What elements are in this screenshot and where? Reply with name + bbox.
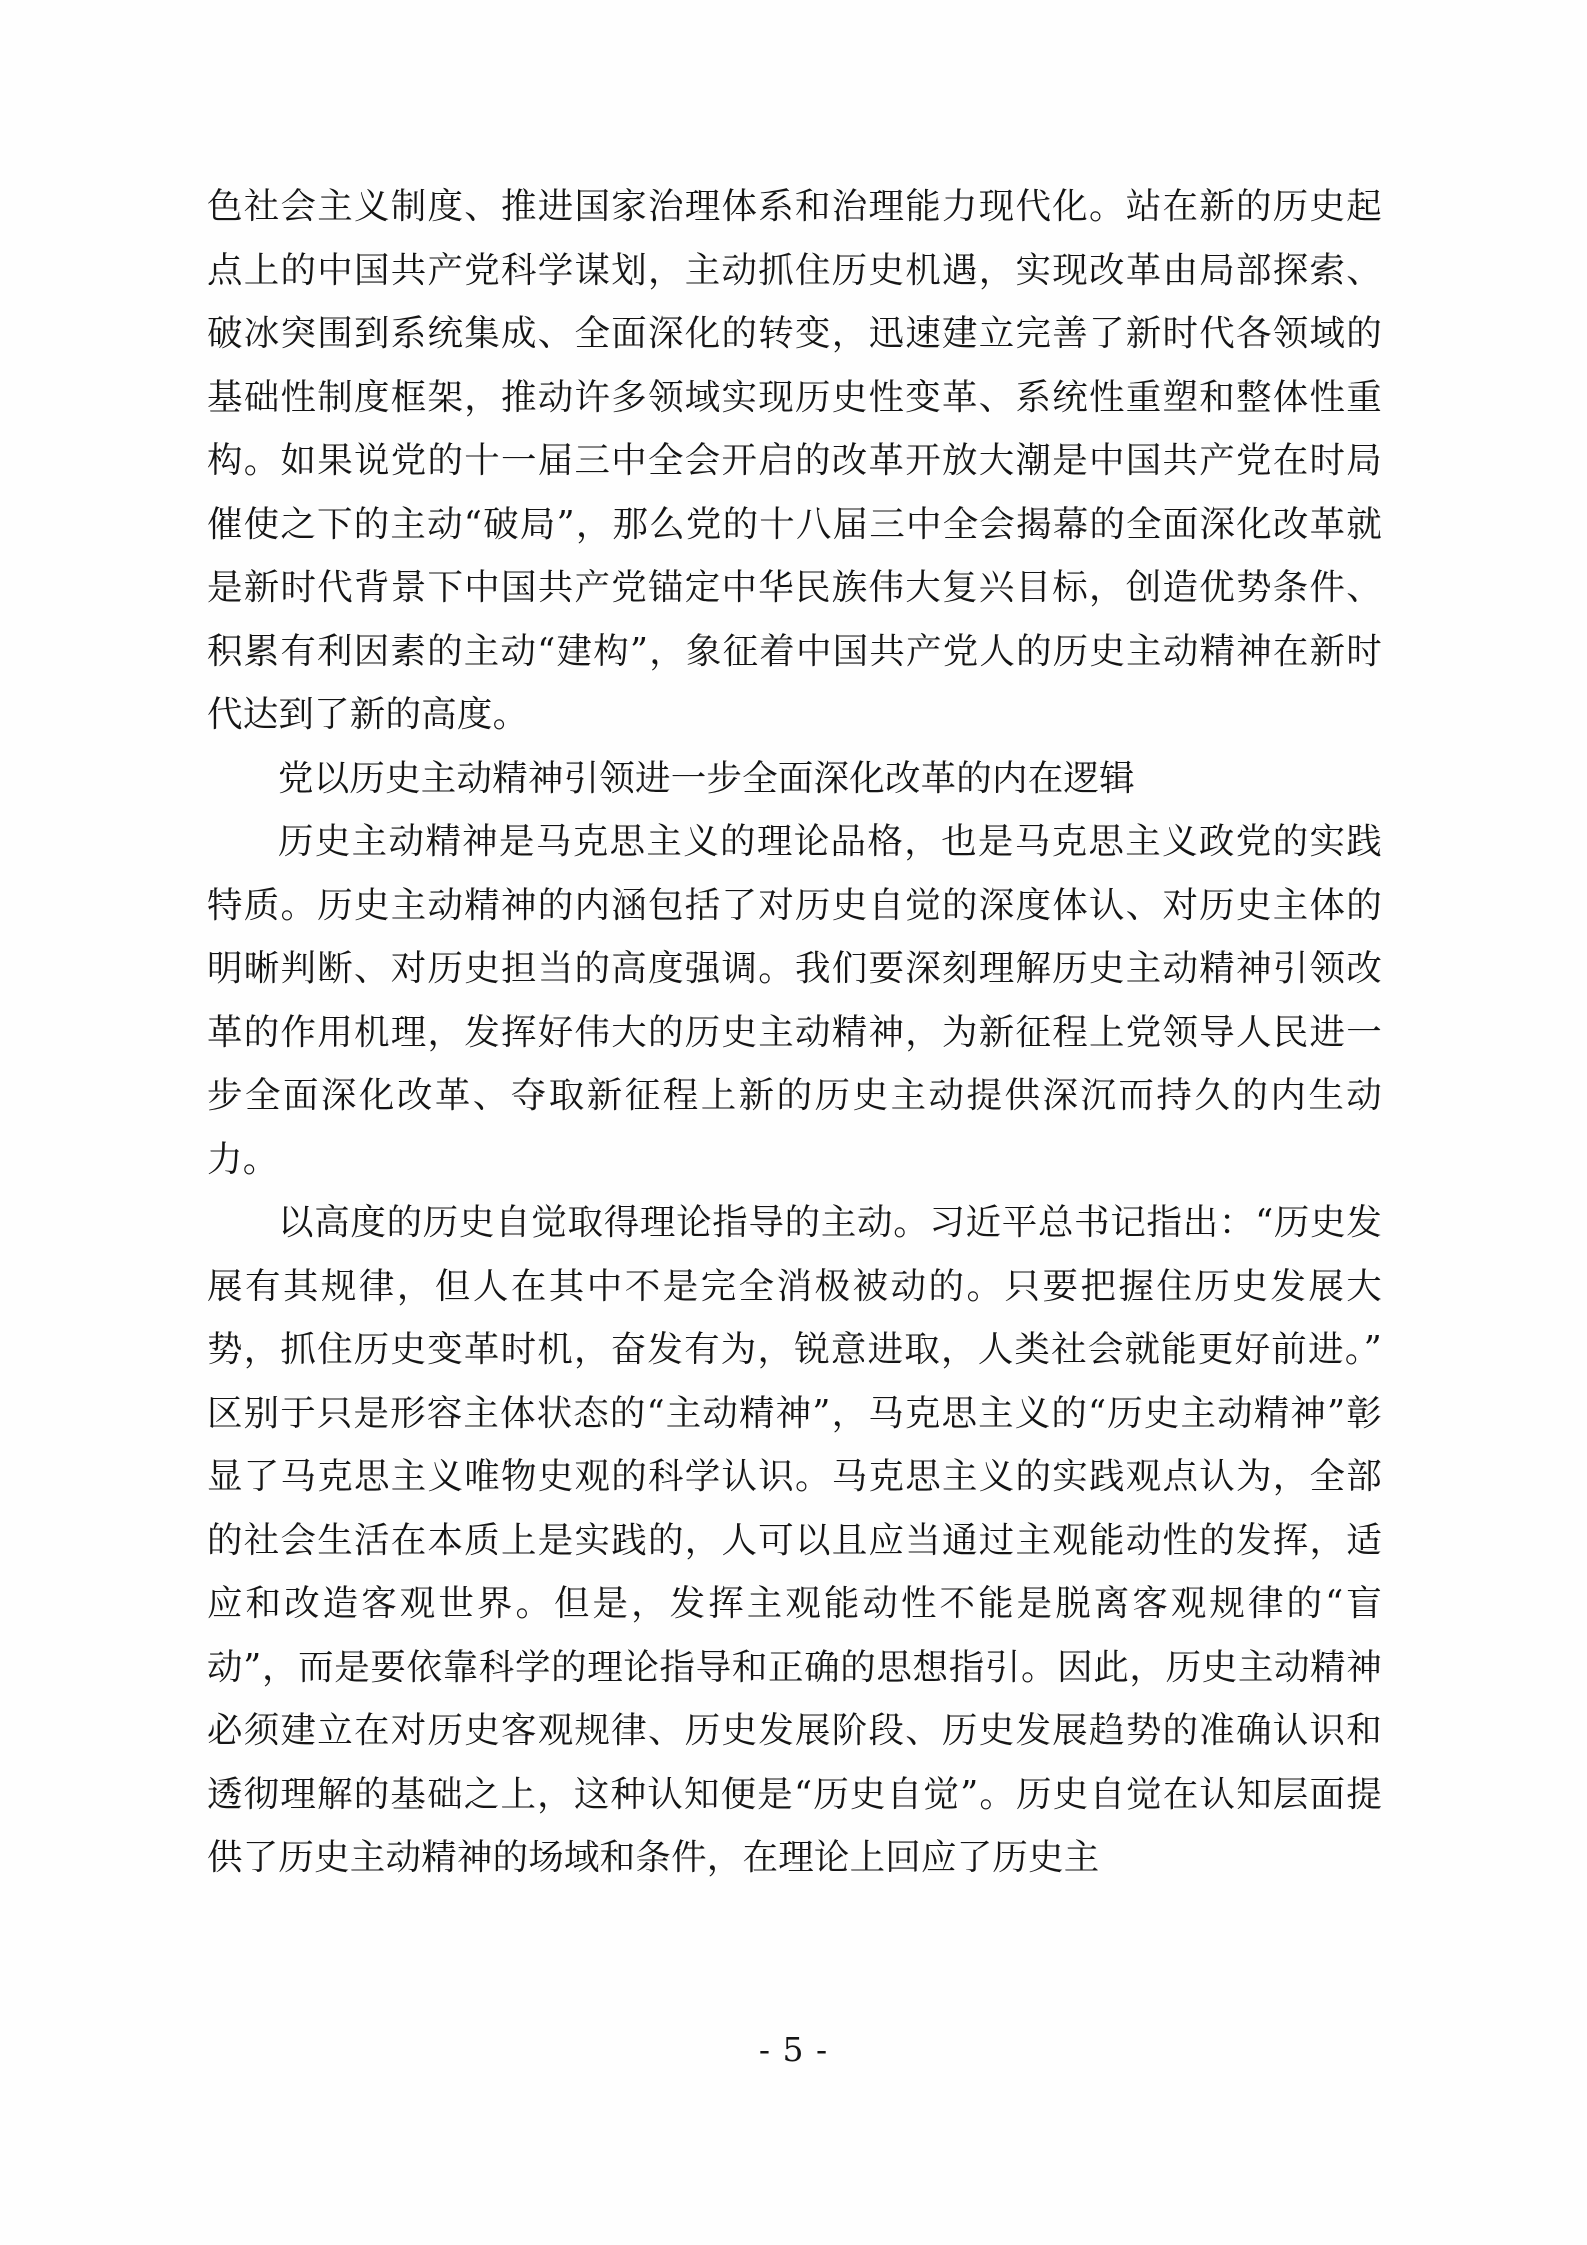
- paragraph-continued: 色社会主义制度、推进国家治理体系和治理能力现代化。站在新的历史起点上的中国共产党科学谋划，主动抓住历史机遇，实现改革由局部探索、破冰突围到系统集成、全面深化的转变，迅速建立完善了新时代各领域的基础性制度框架，推动许多领域实现历史性变革、系统性重塑和整体性重构。如果说党的十一届三中全会开启的改革开放大潮是中国共产党在时局催使之下的主动“破局”，那么党的十八届三中全会揭幕的全面深化改革就是新时代背景下中国共产党锚定中华民族伟大复兴目标，创造优势条件、积累有利因素的主动“建构”，象征着中国共产党人的历史主动精神在新时代达到了新的高度。: [207, 186, 1382, 735]
- paragraph-body-2: 以高度的历史自觉取得理论指导的主动。习近平总书记指出：“历史发展有其规律，但人在其中不是完全消极被动的。只要把握住历史发展大势，抓住历史变革时机，奋发有为，锐意进取，人类社会就能更好前进。”区别于只是形容主体状态的“主动精神”，马克思主义的“历史主动精神”彰显了马克思主义唯物史观的科学认识。马克思主义的实践观点认为，全部的社会生活在本质上是实践的，人可以且应当通过主观能动性的发挥，适应和改造客观世界。但是，发挥主观能动性不能是脱离客观规律的“盲动”，而是要依靠科学的理论指导和正确的思想指引。因此，历史主动精神必须建立在对历史客观规律、历史发展阶段、历史发展趋势的准确认识和透彻理解的基础之上，这种认知便是“历史自觉”。历史自觉在认知层面提供了历史主动精神的场域和条件，在理论上回应了历史主: [207, 1202, 1382, 1878]
- page-number: - 5 -: [758, 2030, 829, 2069]
- paragraph-section-heading: 党以历史主动精神引领进一步全面深化改革的内在逻辑: [278, 757, 1135, 799]
- page-body: [207, 175, 1382, 1890]
- paragraph-body-1: 历史主动精神是马克思主义的理论品格，也是马克思主义政党的实践特质。历史主动精神的内涵包括了对历史自觉的深度体认、对历史主体的明晰判断、对历史担当的高度强调。我们要深刻理解历史主动精神引领改革的作用机理，发挥好伟大的历史主动精神，为新征程上党领导人民进一步全面深化改革、夺取新征程上新的历史主动提供深沉而持久的内生动力。: [207, 821, 1382, 1180]
